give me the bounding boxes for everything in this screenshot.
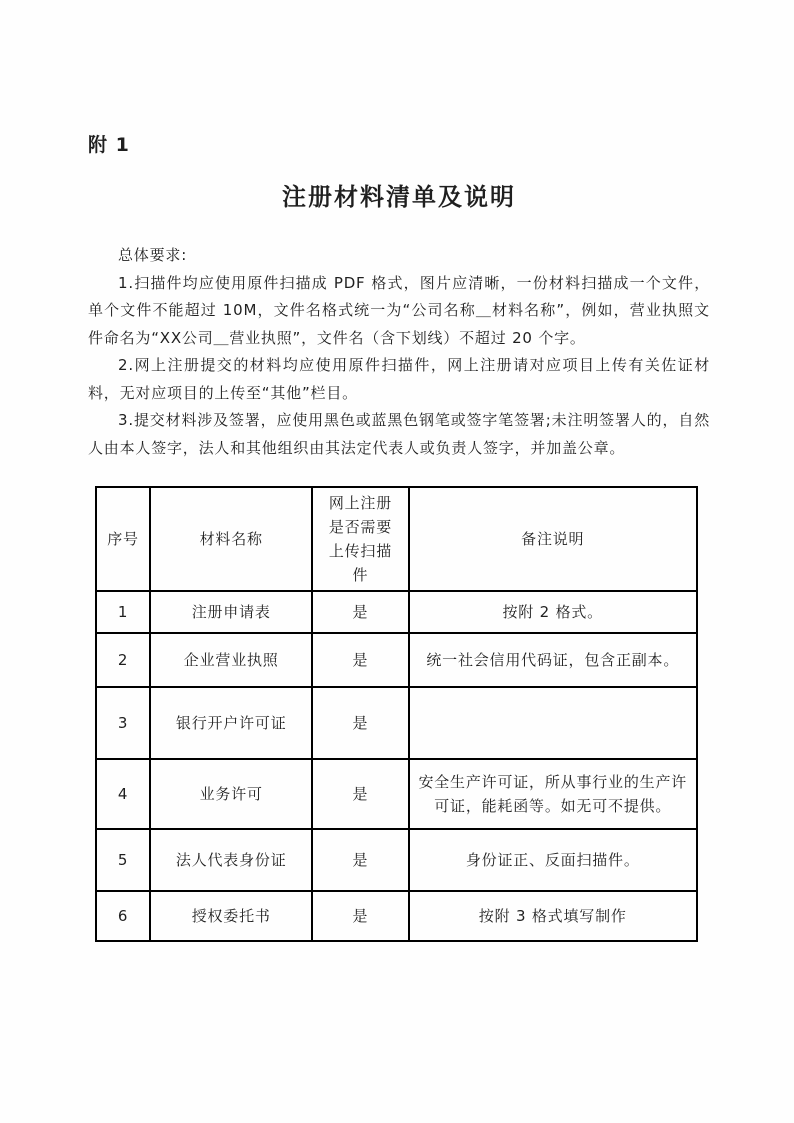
table-row [96,633,697,687]
cell-scan: 是 [312,633,408,687]
table-row [96,891,697,941]
document-content [88,130,710,942]
table-header-row [96,487,697,591]
requirement-item-2: 2.网上注册提交的材料均应使用原件扫描件，网上注册请对应项目上传有关佐证材料，无对应项目的上传至“其他”栏目。 [88,356,710,402]
cell-no: 3 [96,687,150,759]
cell-name: 授权委托书 [150,891,312,941]
table-row [96,829,697,891]
cell-name: 业务许可 [150,759,312,829]
header-cell-scan: 网上注册是否需要上传扫描件 [312,487,408,591]
table-row [96,591,697,633]
cell-name: 注册申请表 [150,591,312,633]
cell-scan: 是 [312,759,408,829]
cell-no: 4 [96,759,150,829]
cell-note: 按附 2 格式。 [409,591,698,633]
cell-note: 身份证正、反面扫描件。 [409,829,698,891]
header-cell-no: 序号 [96,487,150,591]
requirement-item-3: 3.提交材料涉及签署，应使用黑色或蓝黑色钢笔或签字笔签署;未注明签署人的，自然人由本人签字，法人和其他组织由其法定代表人或负责人签字，并加盖公章。 [88,411,710,457]
cell-scan: 是 [312,687,408,759]
cell-scan: 是 [312,591,408,633]
table-row [96,759,697,829]
cell-note: 按附 3 格式填写制作 [409,891,698,941]
cell-no: 5 [96,829,150,891]
cell-note [409,687,698,759]
requirement-item-1: 1.扫描件均应使用原件扫描成 PDF 格式，图片应清晰，一份材料扫描成一个文件，单个文件不能超过 10M，文件名格式统一为“公司名称＿材料名称”，例如，营业执照文件命名为“XX公司＿营业执照”，文件名（含下划线）不超过 20 个字。 [88,273,710,347]
header-cell-name: 材料名称 [150,487,312,591]
cell-note: 统一社会信用代码证，包含正副本。 [409,633,698,687]
cell-note: 安全生产许可证，所从事行业的生产许可证，能耗函等。如无可不提供。 [409,759,698,829]
cell-name: 银行开户许可证 [150,687,312,759]
cell-no: 1 [96,591,150,633]
attachment-label: 附 1 [88,134,130,156]
table-row [96,687,697,759]
cell-name: 法人代表身份证 [150,829,312,891]
cell-no: 6 [96,891,150,941]
page-title: 注册材料清单及说明 [282,183,516,211]
cell-no: 2 [96,633,150,687]
cell-name: 企业营业执照 [150,633,312,687]
header-cell-note: 备注说明 [409,487,698,591]
materials-table [95,486,698,942]
cell-scan: 是 [312,891,408,941]
requirements-heading: 总体要求: [118,246,188,264]
cell-scan: 是 [312,829,408,891]
